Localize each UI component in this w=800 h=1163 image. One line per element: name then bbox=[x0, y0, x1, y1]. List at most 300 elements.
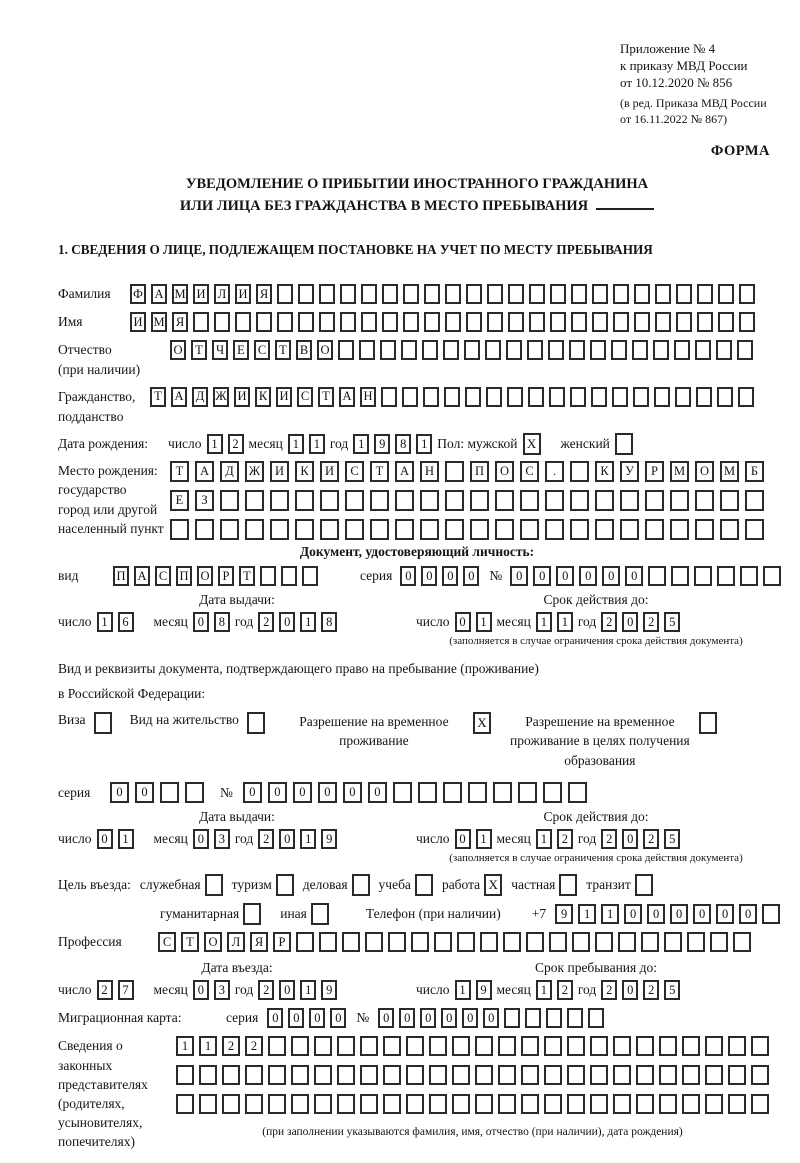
char-cell[interactable] bbox=[340, 284, 356, 304]
char-cell[interactable] bbox=[567, 1036, 585, 1056]
char-cell[interactable] bbox=[487, 312, 503, 332]
citizenship-boxes[interactable] bbox=[150, 387, 754, 407]
char-cell[interactable]: 1 bbox=[601, 904, 619, 924]
representatives-row-1[interactable] bbox=[176, 1036, 769, 1056]
char-cell[interactable] bbox=[571, 312, 587, 332]
char-cell[interactable] bbox=[382, 312, 398, 332]
char-cell[interactable] bbox=[751, 1036, 769, 1056]
char-cell[interactable]: 0 bbox=[368, 782, 387, 803]
char-cell[interactable] bbox=[548, 340, 564, 360]
char-cell[interactable] bbox=[311, 903, 329, 925]
char-cell[interactable]: Т bbox=[370, 461, 389, 482]
representatives-row-3[interactable] bbox=[176, 1094, 769, 1114]
char-cell[interactable] bbox=[361, 312, 377, 332]
char-cell[interactable] bbox=[595, 932, 613, 952]
char-cell[interactable]: 0 bbox=[510, 566, 528, 586]
temp-permit-checkbox[interactable] bbox=[473, 712, 491, 734]
char-cell[interactable]: 2 bbox=[643, 829, 659, 849]
char-cell[interactable]: 0 bbox=[463, 566, 479, 586]
char-cell[interactable] bbox=[314, 1036, 332, 1056]
char-cell[interactable]: 0 bbox=[309, 1008, 325, 1028]
char-cell[interactable]: Т bbox=[318, 387, 334, 407]
char-cell[interactable] bbox=[521, 1094, 539, 1114]
char-cell[interactable] bbox=[445, 312, 461, 332]
char-cell[interactable] bbox=[475, 1094, 493, 1114]
char-cell[interactable]: М bbox=[151, 312, 167, 332]
char-cell[interactable]: 1 bbox=[476, 612, 492, 632]
char-cell[interactable] bbox=[590, 1094, 608, 1114]
char-cell[interactable] bbox=[718, 312, 734, 332]
char-cell[interactable]: 9 bbox=[321, 980, 337, 1000]
char-cell[interactable] bbox=[718, 284, 734, 304]
char-cell[interactable] bbox=[487, 284, 503, 304]
char-cell[interactable]: С bbox=[345, 461, 364, 482]
char-cell[interactable] bbox=[245, 1065, 263, 1085]
char-cell[interactable] bbox=[674, 340, 690, 360]
char-cell[interactable]: 0 bbox=[622, 829, 638, 849]
char-cell[interactable] bbox=[298, 312, 314, 332]
char-cell[interactable] bbox=[222, 1094, 240, 1114]
char-cell[interactable] bbox=[466, 312, 482, 332]
char-cell[interactable]: И bbox=[320, 461, 339, 482]
char-cell[interactable]: 0 bbox=[455, 829, 471, 849]
char-cell[interactable] bbox=[429, 1065, 447, 1085]
char-cell[interactable] bbox=[195, 519, 214, 540]
char-cell[interactable] bbox=[281, 566, 297, 586]
char-cell[interactable]: 0 bbox=[293, 782, 312, 803]
char-cell[interactable] bbox=[199, 1065, 217, 1085]
char-cell[interactable] bbox=[591, 387, 607, 407]
char-cell[interactable] bbox=[220, 490, 239, 511]
char-cell[interactable] bbox=[256, 312, 272, 332]
char-cell[interactable] bbox=[675, 387, 691, 407]
char-cell[interactable]: Р bbox=[273, 932, 291, 952]
char-cell[interactable]: X bbox=[473, 712, 491, 734]
char-cell[interactable] bbox=[260, 566, 276, 586]
char-cell[interactable]: Я bbox=[256, 284, 272, 304]
char-cell[interactable] bbox=[480, 932, 498, 952]
char-cell[interactable] bbox=[176, 1094, 194, 1114]
char-cell[interactable] bbox=[762, 904, 780, 924]
char-cell[interactable]: Ж bbox=[245, 461, 264, 482]
char-cell[interactable] bbox=[613, 1094, 631, 1114]
char-cell[interactable] bbox=[268, 1036, 286, 1056]
char-cell[interactable]: 0 bbox=[135, 782, 154, 803]
char-cell[interactable]: 2 bbox=[643, 612, 659, 632]
char-cell[interactable] bbox=[295, 490, 314, 511]
purpose-business-checkbox[interactable] bbox=[352, 874, 370, 896]
doc-kind-boxes[interactable] bbox=[113, 566, 318, 586]
char-cell[interactable]: 2 bbox=[601, 980, 617, 1000]
sex-male-checkbox[interactable] bbox=[523, 433, 541, 455]
char-cell[interactable]: З bbox=[195, 490, 214, 511]
char-cell[interactable] bbox=[429, 1094, 447, 1114]
char-cell[interactable]: 2 bbox=[643, 980, 659, 1000]
char-cell[interactable]: И bbox=[193, 284, 209, 304]
char-cell[interactable] bbox=[393, 782, 412, 803]
char-cell[interactable] bbox=[337, 1065, 355, 1085]
char-cell[interactable] bbox=[452, 1065, 470, 1085]
char-cell[interactable]: 0 bbox=[193, 980, 209, 1000]
char-cell[interactable] bbox=[697, 312, 713, 332]
char-cell[interactable] bbox=[570, 490, 589, 511]
char-cell[interactable]: 2 bbox=[258, 612, 274, 632]
char-cell[interactable] bbox=[338, 340, 354, 360]
migration-number-boxes[interactable] bbox=[378, 1008, 604, 1028]
char-cell[interactable] bbox=[401, 340, 417, 360]
char-cell[interactable]: В bbox=[296, 340, 312, 360]
char-cell[interactable] bbox=[320, 519, 339, 540]
purpose-other-checkbox[interactable] bbox=[311, 903, 329, 925]
char-cell[interactable] bbox=[641, 932, 659, 952]
char-cell[interactable] bbox=[737, 340, 753, 360]
char-cell[interactable]: Р bbox=[218, 566, 234, 586]
char-cell[interactable] bbox=[529, 312, 545, 332]
char-cell[interactable]: 0 bbox=[318, 782, 337, 803]
char-cell[interactable] bbox=[670, 490, 689, 511]
char-cell[interactable]: 0 bbox=[647, 904, 665, 924]
char-cell[interactable]: 0 bbox=[716, 904, 734, 924]
char-cell[interactable] bbox=[365, 932, 383, 952]
char-cell[interactable]: 9 bbox=[374, 434, 390, 454]
stay-year[interactable] bbox=[601, 980, 680, 1000]
char-cell[interactable]: А bbox=[151, 284, 167, 304]
char-cell[interactable]: 0 bbox=[343, 782, 362, 803]
char-cell[interactable]: 1 bbox=[536, 612, 552, 632]
char-cell[interactable] bbox=[705, 1036, 723, 1056]
char-cell[interactable] bbox=[360, 1094, 378, 1114]
char-cell[interactable]: Н bbox=[360, 387, 376, 407]
char-cell[interactable]: 0 bbox=[279, 829, 295, 849]
char-cell[interactable] bbox=[682, 1065, 700, 1085]
birth-year-boxes[interactable] bbox=[353, 434, 432, 454]
edu-permit-checkbox[interactable] bbox=[699, 712, 717, 734]
char-cell[interactable] bbox=[739, 284, 755, 304]
permit-number-boxes[interactable] bbox=[243, 782, 587, 803]
char-cell[interactable] bbox=[276, 874, 294, 896]
purpose-work-checkbox[interactable] bbox=[484, 874, 502, 896]
char-cell[interactable] bbox=[395, 519, 414, 540]
char-cell[interactable] bbox=[247, 712, 265, 734]
char-cell[interactable]: 2 bbox=[258, 829, 274, 849]
char-cell[interactable] bbox=[571, 284, 587, 304]
char-cell[interactable] bbox=[508, 312, 524, 332]
char-cell[interactable] bbox=[444, 387, 460, 407]
char-cell[interactable] bbox=[508, 284, 524, 304]
char-cell[interactable] bbox=[295, 519, 314, 540]
char-cell[interactable] bbox=[570, 519, 589, 540]
char-cell[interactable]: Д bbox=[192, 387, 208, 407]
char-cell[interactable] bbox=[682, 1094, 700, 1114]
char-cell[interactable]: К bbox=[255, 387, 271, 407]
char-cell[interactable] bbox=[464, 340, 480, 360]
char-cell[interactable]: Е bbox=[233, 340, 249, 360]
representatives-row-2[interactable] bbox=[176, 1065, 769, 1085]
char-cell[interactable] bbox=[590, 1036, 608, 1056]
char-cell[interactable]: 0 bbox=[533, 566, 551, 586]
char-cell[interactable] bbox=[345, 519, 364, 540]
char-cell[interactable] bbox=[595, 519, 614, 540]
char-cell[interactable] bbox=[648, 566, 666, 586]
char-cell[interactable]: 9 bbox=[476, 980, 492, 1000]
char-cell[interactable] bbox=[720, 490, 739, 511]
char-cell[interactable] bbox=[529, 284, 545, 304]
char-cell[interactable] bbox=[498, 1065, 516, 1085]
char-cell[interactable] bbox=[636, 1036, 654, 1056]
char-cell[interactable] bbox=[751, 1065, 769, 1085]
char-cell[interactable] bbox=[337, 1036, 355, 1056]
char-cell[interactable]: 0 bbox=[483, 1008, 499, 1028]
char-cell[interactable] bbox=[291, 1065, 309, 1085]
char-cell[interactable] bbox=[319, 284, 335, 304]
char-cell[interactable] bbox=[544, 1065, 562, 1085]
char-cell[interactable]: 0 bbox=[288, 1008, 304, 1028]
char-cell[interactable] bbox=[498, 1094, 516, 1114]
doc-expiry-year[interactable] bbox=[601, 612, 680, 632]
char-cell[interactable] bbox=[549, 387, 565, 407]
visa-checkbox[interactable] bbox=[94, 712, 112, 734]
char-cell[interactable]: 0 bbox=[279, 980, 295, 1000]
char-cell[interactable]: 0 bbox=[670, 904, 688, 924]
char-cell[interactable] bbox=[521, 1036, 539, 1056]
char-cell[interactable] bbox=[424, 284, 440, 304]
char-cell[interactable] bbox=[296, 932, 314, 952]
char-cell[interactable] bbox=[406, 1036, 424, 1056]
char-cell[interactable] bbox=[418, 782, 437, 803]
purpose-transit-checkbox[interactable] bbox=[635, 874, 653, 896]
char-cell[interactable]: Л bbox=[214, 284, 230, 304]
patronymic-boxes[interactable] bbox=[170, 340, 753, 360]
char-cell[interactable] bbox=[611, 340, 627, 360]
char-cell[interactable]: А bbox=[134, 566, 150, 586]
char-cell[interactable] bbox=[270, 519, 289, 540]
char-cell[interactable]: 6 bbox=[118, 612, 134, 632]
char-cell[interactable] bbox=[495, 519, 514, 540]
char-cell[interactable] bbox=[466, 284, 482, 304]
char-cell[interactable]: 5 bbox=[664, 612, 680, 632]
char-cell[interactable] bbox=[763, 566, 781, 586]
char-cell[interactable]: 0 bbox=[97, 829, 113, 849]
entry-month[interactable] bbox=[193, 980, 230, 1000]
char-cell[interactable] bbox=[402, 387, 418, 407]
char-cell[interactable]: П bbox=[113, 566, 129, 586]
char-cell[interactable] bbox=[567, 1008, 583, 1028]
char-cell[interactable] bbox=[544, 1094, 562, 1114]
char-cell[interactable] bbox=[671, 566, 689, 586]
char-cell[interactable] bbox=[243, 903, 261, 925]
char-cell[interactable]: 2 bbox=[228, 434, 244, 454]
char-cell[interactable] bbox=[352, 874, 370, 896]
permit-expiry-day[interactable] bbox=[455, 829, 492, 849]
char-cell[interactable]: А bbox=[195, 461, 214, 482]
char-cell[interactable] bbox=[520, 519, 539, 540]
char-cell[interactable] bbox=[170, 519, 189, 540]
char-cell[interactable] bbox=[632, 340, 648, 360]
char-cell[interactable] bbox=[716, 340, 732, 360]
char-cell[interactable]: X bbox=[523, 433, 541, 455]
char-cell[interactable] bbox=[592, 312, 608, 332]
char-cell[interactable]: О bbox=[495, 461, 514, 482]
char-cell[interactable] bbox=[733, 932, 751, 952]
char-cell[interactable] bbox=[298, 284, 314, 304]
char-cell[interactable] bbox=[359, 340, 375, 360]
char-cell[interactable]: 8 bbox=[395, 434, 411, 454]
purpose-study-checkbox[interactable] bbox=[415, 874, 433, 896]
char-cell[interactable]: 7 bbox=[118, 980, 134, 1000]
char-cell[interactable] bbox=[381, 387, 397, 407]
char-cell[interactable] bbox=[445, 490, 464, 511]
char-cell[interactable] bbox=[588, 1008, 604, 1028]
char-cell[interactable]: 0 bbox=[624, 904, 642, 924]
char-cell[interactable] bbox=[545, 490, 564, 511]
char-cell[interactable] bbox=[635, 874, 653, 896]
char-cell[interactable]: Р bbox=[645, 461, 664, 482]
char-cell[interactable]: 2 bbox=[97, 980, 113, 1000]
char-cell[interactable] bbox=[340, 312, 356, 332]
char-cell[interactable]: Л bbox=[227, 932, 245, 952]
char-cell[interactable]: П bbox=[176, 566, 192, 586]
char-cell[interactable]: Ч bbox=[212, 340, 228, 360]
char-cell[interactable] bbox=[550, 284, 566, 304]
doc-issue-month[interactable] bbox=[193, 612, 230, 632]
char-cell[interactable] bbox=[634, 312, 650, 332]
phone-boxes[interactable] bbox=[555, 904, 780, 924]
char-cell[interactable]: 0 bbox=[462, 1008, 478, 1028]
char-cell[interactable]: 3 bbox=[214, 980, 230, 1000]
char-cell[interactable] bbox=[380, 340, 396, 360]
birth-place-row-1[interactable] bbox=[170, 461, 764, 482]
char-cell[interactable] bbox=[572, 932, 590, 952]
given-name-boxes[interactable] bbox=[130, 312, 755, 332]
char-cell[interactable] bbox=[486, 387, 502, 407]
char-cell[interactable] bbox=[654, 387, 670, 407]
char-cell[interactable]: 0 bbox=[579, 566, 597, 586]
char-cell[interactable] bbox=[549, 932, 567, 952]
permit-expiry-month[interactable] bbox=[536, 829, 573, 849]
char-cell[interactable] bbox=[445, 461, 464, 482]
char-cell[interactable]: 1 bbox=[536, 980, 552, 1000]
char-cell[interactable] bbox=[550, 312, 566, 332]
char-cell[interactable] bbox=[406, 1094, 424, 1114]
char-cell[interactable]: 9 bbox=[555, 904, 573, 924]
char-cell[interactable]: М bbox=[720, 461, 739, 482]
char-cell[interactable] bbox=[342, 932, 360, 952]
char-cell[interactable]: М bbox=[172, 284, 188, 304]
char-cell[interactable] bbox=[468, 782, 487, 803]
char-cell[interactable] bbox=[388, 932, 406, 952]
char-cell[interactable] bbox=[424, 312, 440, 332]
char-cell[interactable]: 3 bbox=[214, 829, 230, 849]
char-cell[interactable] bbox=[220, 519, 239, 540]
char-cell[interactable]: И bbox=[234, 387, 250, 407]
char-cell[interactable] bbox=[268, 1094, 286, 1114]
char-cell[interactable] bbox=[465, 387, 481, 407]
char-cell[interactable] bbox=[222, 1065, 240, 1085]
char-cell[interactable]: И bbox=[235, 284, 251, 304]
char-cell[interactable] bbox=[590, 1065, 608, 1085]
char-cell[interactable]: О bbox=[695, 461, 714, 482]
char-cell[interactable] bbox=[268, 1065, 286, 1085]
char-cell[interactable]: С bbox=[254, 340, 270, 360]
doc-issue-day[interactable] bbox=[97, 612, 134, 632]
char-cell[interactable]: И bbox=[270, 461, 289, 482]
char-cell[interactable] bbox=[382, 284, 398, 304]
char-cell[interactable] bbox=[345, 490, 364, 511]
entry-year[interactable] bbox=[258, 980, 337, 1000]
birth-day-boxes[interactable] bbox=[207, 434, 244, 454]
char-cell[interactable] bbox=[670, 519, 689, 540]
char-cell[interactable] bbox=[199, 1094, 217, 1114]
char-cell[interactable] bbox=[545, 519, 564, 540]
char-cell[interactable] bbox=[520, 490, 539, 511]
char-cell[interactable] bbox=[728, 1036, 746, 1056]
sex-female-checkbox[interactable] bbox=[615, 433, 633, 455]
char-cell[interactable]: 1 bbox=[309, 434, 325, 454]
char-cell[interactable]: 2 bbox=[557, 980, 573, 1000]
char-cell[interactable] bbox=[361, 284, 377, 304]
char-cell[interactable]: М bbox=[670, 461, 689, 482]
char-cell[interactable] bbox=[710, 932, 728, 952]
char-cell[interactable]: 0 bbox=[378, 1008, 394, 1028]
char-cell[interactable]: 0 bbox=[625, 566, 643, 586]
char-cell[interactable] bbox=[319, 932, 337, 952]
char-cell[interactable]: 1 bbox=[288, 434, 304, 454]
char-cell[interactable] bbox=[521, 1065, 539, 1085]
char-cell[interactable] bbox=[429, 1036, 447, 1056]
permit-issue-year[interactable] bbox=[258, 829, 337, 849]
char-cell[interactable]: 1 bbox=[97, 612, 113, 632]
char-cell[interactable]: С bbox=[155, 566, 171, 586]
birth-place-row-2[interactable] bbox=[170, 490, 764, 511]
char-cell[interactable]: И bbox=[130, 312, 146, 332]
char-cell[interactable] bbox=[277, 284, 293, 304]
char-cell[interactable] bbox=[507, 387, 523, 407]
char-cell[interactable]: Т bbox=[191, 340, 207, 360]
doc-series-boxes[interactable] bbox=[400, 566, 479, 586]
char-cell[interactable]: 0 bbox=[693, 904, 711, 924]
char-cell[interactable] bbox=[360, 1065, 378, 1085]
char-cell[interactable] bbox=[615, 433, 633, 455]
char-cell[interactable]: 1 bbox=[557, 612, 573, 632]
char-cell[interactable] bbox=[526, 932, 544, 952]
char-cell[interactable]: 2 bbox=[245, 1036, 263, 1056]
char-cell[interactable]: 1 bbox=[300, 829, 316, 849]
char-cell[interactable] bbox=[612, 387, 628, 407]
char-cell[interactable] bbox=[676, 284, 692, 304]
char-cell[interactable] bbox=[176, 1065, 194, 1085]
char-cell[interactable] bbox=[235, 312, 251, 332]
purpose-official-checkbox[interactable] bbox=[205, 874, 223, 896]
char-cell[interactable] bbox=[738, 387, 754, 407]
char-cell[interactable]: 0 bbox=[330, 1008, 346, 1028]
char-cell[interactable]: А bbox=[339, 387, 355, 407]
char-cell[interactable] bbox=[659, 1065, 677, 1085]
char-cell[interactable] bbox=[687, 932, 705, 952]
char-cell[interactable] bbox=[518, 782, 537, 803]
char-cell[interactable]: 0 bbox=[442, 566, 458, 586]
char-cell[interactable] bbox=[567, 1065, 585, 1085]
char-cell[interactable] bbox=[717, 387, 733, 407]
char-cell[interactable]: 0 bbox=[193, 829, 209, 849]
char-cell[interactable]: А bbox=[395, 461, 414, 482]
char-cell[interactable]: С bbox=[520, 461, 539, 482]
char-cell[interactable] bbox=[445, 519, 464, 540]
char-cell[interactable] bbox=[682, 1036, 700, 1056]
char-cell[interactable]: 5 bbox=[664, 980, 680, 1000]
char-cell[interactable]: 1 bbox=[578, 904, 596, 924]
char-cell[interactable]: 0 bbox=[556, 566, 574, 586]
char-cell[interactable] bbox=[613, 284, 629, 304]
